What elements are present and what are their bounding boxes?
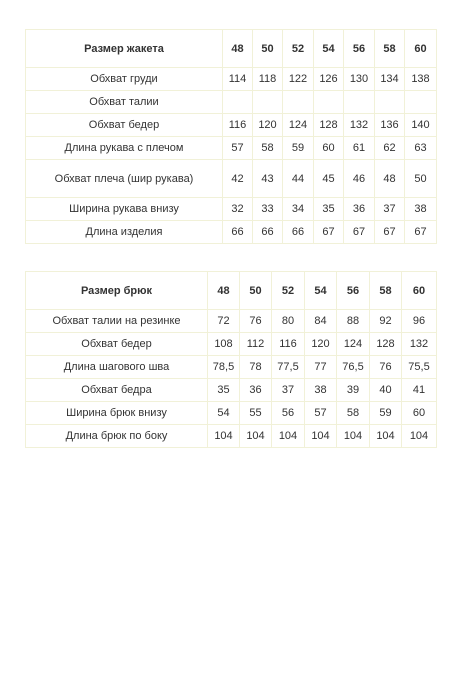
table-row xyxy=(26,310,437,333)
measurement-value: 104 xyxy=(272,425,305,448)
measurement-value: 66 xyxy=(223,221,253,244)
measurement-value: 116 xyxy=(272,333,305,356)
measurement-value: 78,5 xyxy=(208,356,240,379)
measurement-value: 80 xyxy=(272,310,305,333)
measurement-value: 39 xyxy=(337,379,370,402)
measurement-value: 104 xyxy=(208,425,240,448)
measurement-value: 136 xyxy=(375,114,405,137)
measurement-value: 38 xyxy=(305,379,337,402)
measurement-value: 57 xyxy=(223,137,253,160)
table-row xyxy=(26,114,437,137)
measurement-value: 63 xyxy=(405,137,437,160)
measurement-value: 124 xyxy=(283,114,314,137)
measurement-value xyxy=(375,91,405,114)
measurement-label: Обхват бедер xyxy=(26,114,223,137)
measurement-value: 60 xyxy=(402,402,437,425)
measurement-value: 35 xyxy=(314,198,344,221)
measurement-value: 116 xyxy=(223,114,253,137)
measurement-value: 77,5 xyxy=(272,356,305,379)
measurement-value: 55 xyxy=(240,402,272,425)
measurement-value: 62 xyxy=(375,137,405,160)
size-header: 48 xyxy=(208,272,240,310)
size-header: 56 xyxy=(344,30,375,68)
measurement-value: 128 xyxy=(370,333,402,356)
measurement-value: 32 xyxy=(223,198,253,221)
measurement-value: 60 xyxy=(314,137,344,160)
table-row xyxy=(26,221,437,244)
measurement-value: 104 xyxy=(370,425,402,448)
measurement-value xyxy=(344,91,375,114)
measurement-value: 128 xyxy=(314,114,344,137)
measurement-value: 40 xyxy=(370,379,402,402)
measurement-value: 66 xyxy=(283,221,314,244)
measurement-label: Обхват талии xyxy=(26,91,223,114)
measurement-value: 54 xyxy=(208,402,240,425)
measurement-value: 57 xyxy=(305,402,337,425)
size-header: 48 xyxy=(223,30,253,68)
table-row xyxy=(26,356,437,379)
measurement-value: 120 xyxy=(305,333,337,356)
measurement-value: 78 xyxy=(240,356,272,379)
measurement-value: 58 xyxy=(337,402,370,425)
measurement-value: 108 xyxy=(208,333,240,356)
measurement-label: Длина брюк по боку xyxy=(26,425,208,448)
measurement-value xyxy=(253,91,283,114)
measurement-value: 122 xyxy=(283,68,314,91)
measurement-value: 66 xyxy=(253,221,283,244)
measurement-value: 76 xyxy=(370,356,402,379)
table-row xyxy=(26,198,437,221)
measurement-value: 104 xyxy=(337,425,370,448)
measurement-value: 46 xyxy=(344,160,375,198)
table-row xyxy=(26,160,437,198)
table-row xyxy=(26,379,437,402)
measurement-value: 37 xyxy=(375,198,405,221)
measurement-value: 72 xyxy=(208,310,240,333)
measurement-value: 138 xyxy=(405,68,437,91)
measurement-value: 76,5 xyxy=(337,356,370,379)
size-header: 58 xyxy=(375,30,405,68)
table-row xyxy=(26,68,437,91)
measurement-label: Обхват груди xyxy=(26,68,223,91)
table-header-row xyxy=(26,30,437,68)
measurement-value: 59 xyxy=(283,137,314,160)
measurement-value: 34 xyxy=(283,198,314,221)
measurement-value: 126 xyxy=(314,68,344,91)
measurement-value: 76 xyxy=(240,310,272,333)
measurement-value: 38 xyxy=(405,198,437,221)
measurement-label: Ширина рукава внизу xyxy=(26,198,223,221)
measurement-value: 75,5 xyxy=(402,356,437,379)
measurement-value: 134 xyxy=(375,68,405,91)
measurement-value: 61 xyxy=(344,137,375,160)
measurement-value: 44 xyxy=(283,160,314,198)
measurement-value xyxy=(314,91,344,114)
measurement-value: 120 xyxy=(253,114,283,137)
measurement-value: 67 xyxy=(314,221,344,244)
measurement-value: 67 xyxy=(405,221,437,244)
size-header: 52 xyxy=(283,30,314,68)
size-header: 56 xyxy=(337,272,370,310)
measurement-value xyxy=(405,91,437,114)
measurement-value: 50 xyxy=(405,160,437,198)
table-header-row xyxy=(26,272,437,310)
size-header: 50 xyxy=(240,272,272,310)
measurement-value: 33 xyxy=(253,198,283,221)
measurement-value: 36 xyxy=(240,379,272,402)
size-header: 60 xyxy=(402,272,437,310)
measurement-value: 59 xyxy=(370,402,402,425)
measurement-value: 96 xyxy=(402,310,437,333)
jacket-size-table xyxy=(25,29,437,244)
measurement-value: 104 xyxy=(402,425,437,448)
measurement-value: 84 xyxy=(305,310,337,333)
measurement-label: Длина изделия xyxy=(26,221,223,244)
size-header: 54 xyxy=(314,30,344,68)
measurement-label: Длина рукава с плечом xyxy=(26,137,223,160)
measurement-value: 104 xyxy=(240,425,272,448)
table-row xyxy=(26,425,437,448)
table-row xyxy=(26,91,437,114)
table-row xyxy=(26,333,437,356)
measurement-value xyxy=(223,91,253,114)
measurement-value: 67 xyxy=(344,221,375,244)
measurement-value: 140 xyxy=(405,114,437,137)
measurement-value: 104 xyxy=(305,425,337,448)
measurement-value: 45 xyxy=(314,160,344,198)
measurement-value: 118 xyxy=(253,68,283,91)
size-header: 58 xyxy=(370,272,402,310)
measurement-label: Обхват плеча (шир рукава) xyxy=(26,160,223,198)
size-header: 60 xyxy=(405,30,437,68)
measurement-value: 132 xyxy=(402,333,437,356)
measurement-value: 56 xyxy=(272,402,305,425)
measurement-value: 132 xyxy=(344,114,375,137)
pants-size-table xyxy=(25,271,437,448)
measurement-value: 37 xyxy=(272,379,305,402)
table-row xyxy=(26,402,437,425)
measurement-label: Обхват бедра xyxy=(26,379,208,402)
measurement-value: 112 xyxy=(240,333,272,356)
measurement-value: 42 xyxy=(223,160,253,198)
jacket-table-title: Размер жакета xyxy=(26,30,223,68)
measurement-value: 92 xyxy=(370,310,402,333)
measurement-value: 43 xyxy=(253,160,283,198)
measurement-value: 35 xyxy=(208,379,240,402)
measurement-value: 58 xyxy=(253,137,283,160)
measurement-value: 88 xyxy=(337,310,370,333)
measurement-value xyxy=(283,91,314,114)
measurement-value: 77 xyxy=(305,356,337,379)
table-row xyxy=(26,137,437,160)
size-header: 52 xyxy=(272,272,305,310)
measurement-value: 130 xyxy=(344,68,375,91)
measurement-value: 124 xyxy=(337,333,370,356)
size-header: 54 xyxy=(305,272,337,310)
pants-table-title: Размер брюк xyxy=(26,272,208,310)
measurement-label: Обхват бедер xyxy=(26,333,208,356)
measurement-value: 67 xyxy=(375,221,405,244)
measurement-value: 36 xyxy=(344,198,375,221)
size-header: 50 xyxy=(253,30,283,68)
measurement-value: 41 xyxy=(402,379,437,402)
measurement-value: 114 xyxy=(223,68,253,91)
measurement-label: Ширина брюк внизу xyxy=(26,402,208,425)
measurement-value: 48 xyxy=(375,160,405,198)
measurement-label: Обхват талии на резинке xyxy=(26,310,208,333)
measurement-label: Длина шагового шва xyxy=(26,356,208,379)
